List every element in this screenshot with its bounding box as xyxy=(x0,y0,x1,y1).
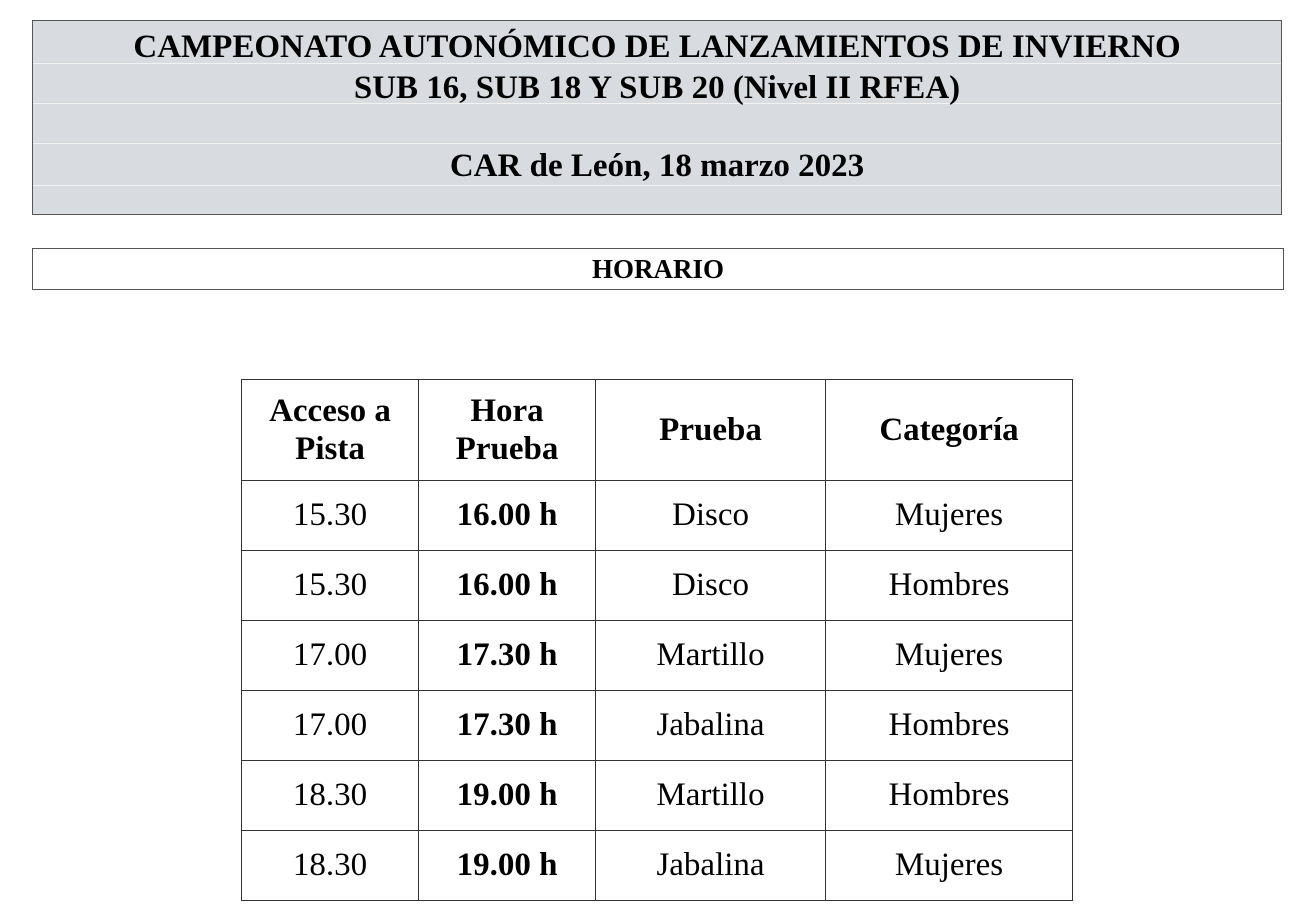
cell-hora: 16.00 h xyxy=(419,551,596,621)
cell-categoria: Mujeres xyxy=(826,621,1073,691)
column-header-acceso xyxy=(242,380,419,481)
event-venue-date: CAR de León, 18 marzo 2023 xyxy=(449,148,865,184)
cell-hora: 16.00 h xyxy=(419,481,596,551)
event-subtitle: SUB 16, SUB 18 Y SUB 20 (Nivel II RFEA) xyxy=(353,70,961,106)
table-row xyxy=(242,621,1073,691)
cell-prueba: Jabalina xyxy=(596,691,826,761)
cell-prueba: Jabalina xyxy=(596,831,826,901)
table-row xyxy=(242,691,1073,761)
cell-acceso: 15.30 xyxy=(242,481,419,551)
schedule-table xyxy=(241,379,1073,901)
cell-acceso: 17.00 xyxy=(242,621,419,691)
event-title: CAMPEONATO AUTONÓMICO DE LANZAMIENTOS DE INVIERNO xyxy=(133,29,1181,65)
column-header-hora xyxy=(419,380,596,481)
column-header-categoria: Categoría xyxy=(826,380,1073,481)
cell-categoria: Hombres xyxy=(826,551,1073,621)
cell-hora: 19.00 h xyxy=(419,761,596,831)
column-header-prueba: Prueba xyxy=(596,380,826,481)
cell-acceso: 18.30 xyxy=(242,761,419,831)
column-header-acceso-line2: Pista xyxy=(295,431,365,467)
cell-acceso: 18.30 xyxy=(242,831,419,901)
table-row xyxy=(242,551,1073,621)
table-row xyxy=(242,831,1073,901)
table-header-row xyxy=(242,380,1073,481)
column-header-hora-line2: Prueba xyxy=(455,431,559,467)
cell-categoria: Hombres xyxy=(826,761,1073,831)
cell-categoria: Mujeres xyxy=(826,481,1073,551)
section-title: HORARIO xyxy=(32,248,1284,290)
cell-acceso: 15.30 xyxy=(242,551,419,621)
cell-prueba: Disco xyxy=(596,551,826,621)
cell-acceso: 17.00 xyxy=(242,691,419,761)
event-header xyxy=(32,20,1282,215)
cell-prueba: Martillo xyxy=(596,621,826,691)
cell-prueba: Disco xyxy=(596,481,826,551)
table-row xyxy=(242,481,1073,551)
cell-hora: 17.30 h xyxy=(419,691,596,761)
header-rule xyxy=(33,143,1281,144)
column-header-hora-line1: Hora xyxy=(470,393,544,429)
cell-hora: 17.30 h xyxy=(419,621,596,691)
cell-hora: 19.00 h xyxy=(419,831,596,901)
cell-categoria: Mujeres xyxy=(826,831,1073,901)
column-header-acceso-line1: Acceso a xyxy=(269,393,391,429)
cell-prueba: Martillo xyxy=(596,761,826,831)
cell-categoria: Hombres xyxy=(826,691,1073,761)
table-row xyxy=(242,761,1073,831)
